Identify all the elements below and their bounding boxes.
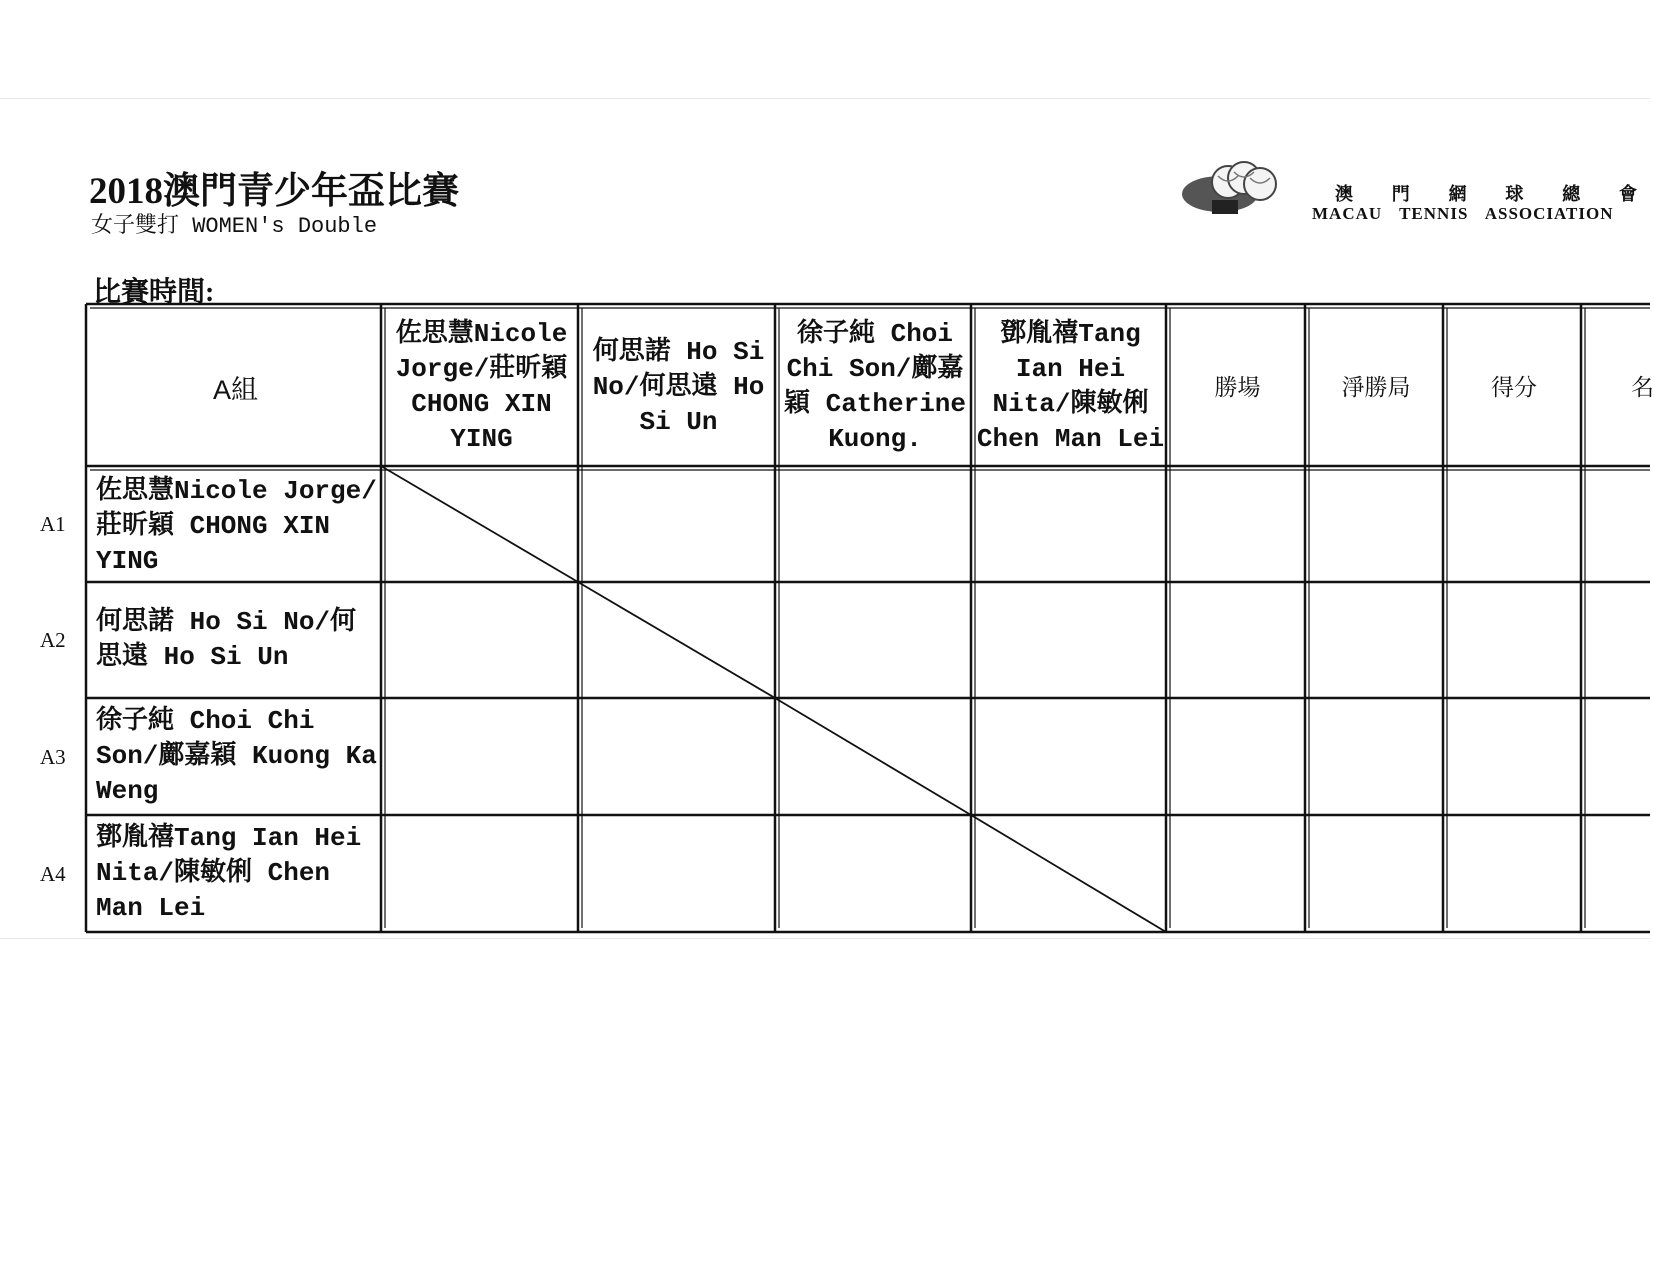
self-match-diagonal bbox=[578, 582, 775, 698]
assoc-char: 網 bbox=[1448, 184, 1467, 204]
page-subtitle: 女子雙打 WOMEN's Double bbox=[91, 214, 378, 239]
self-match-diagonal bbox=[381, 466, 578, 582]
row-code: A4 bbox=[40, 862, 66, 886]
points-header: 得分 bbox=[1491, 373, 1537, 400]
scan-line-bottom bbox=[0, 938, 1650, 939]
player-header: 何思諾 Ho Si No/何思遠 Ho Si Un bbox=[592, 336, 765, 437]
row-player-name: 徐子純 Choi Chi Son/鄺嘉穎 Kuong Ka Weng bbox=[96, 706, 377, 806]
self-match-diagonal bbox=[775, 698, 971, 815]
row-player-name: 鄧胤禧Tang Ian Hei Nita/陳敏俐 Chen Man Lei bbox=[96, 823, 362, 923]
group-label: A組 bbox=[212, 374, 258, 405]
player-header: 徐子純 Choi Chi Son/鄺嘉穎 Catherine Kuong. bbox=[783, 319, 967, 454]
association-name-en: MACAU TENNIS ASSOCIATION bbox=[1312, 204, 1614, 223]
self-match-diagonal bbox=[971, 815, 1166, 932]
row-code: A1 bbox=[40, 512, 66, 536]
player-header: 鄧胤禧Tang Ian Hei Nita/陳敏俐 Chen Man Lei bbox=[976, 319, 1165, 454]
player-header: 佐思慧Nicole Jorge/莊昕穎 CHONG XIN YING bbox=[395, 319, 568, 454]
assoc-char: 澳 bbox=[1335, 184, 1353, 204]
assoc-char: 門 bbox=[1391, 184, 1410, 204]
wins-header: 勝場 bbox=[1214, 373, 1261, 400]
assoc-char: 會 bbox=[1618, 184, 1637, 204]
row-player-name: 何思諾 Ho Si No/何思遠 Ho Si Un bbox=[96, 607, 357, 672]
rank-header: 名 bbox=[1631, 373, 1654, 400]
page-title: 2018澳門青少年盃比賽 bbox=[89, 171, 459, 212]
row-player-name: 佐思慧Nicole Jorge/莊昕穎 CHONG XIN YING bbox=[96, 475, 377, 576]
association-name-cn bbox=[1335, 180, 1637, 206]
match-time-label: 比賽時間: bbox=[93, 277, 215, 308]
assoc-char: 總 bbox=[1562, 184, 1581, 204]
assoc-char: 球 bbox=[1505, 184, 1524, 204]
scan-line-top bbox=[0, 98, 1650, 99]
net-games-header: 淨勝局 bbox=[1341, 373, 1411, 400]
row-code: A3 bbox=[40, 745, 66, 769]
row-code: A2 bbox=[40, 628, 66, 652]
tennis-balls-logo-icon bbox=[1180, 156, 1280, 222]
